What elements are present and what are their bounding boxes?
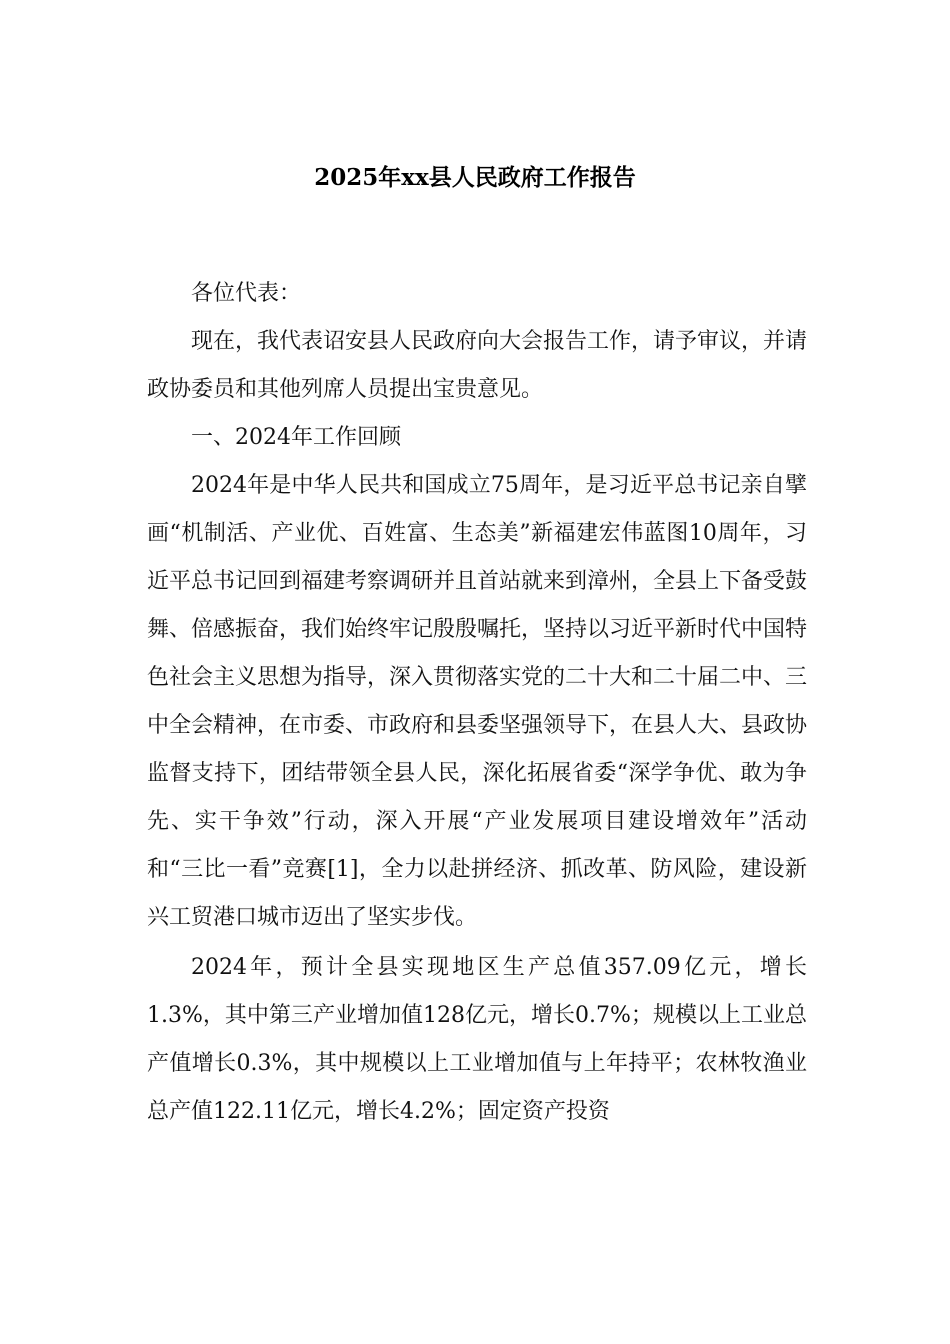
document-title: 2025年xx县人民政府工作报告 <box>314 164 636 191</box>
intro-paragraph: 现在，我代表诏安县人民政府向大会报告工作，请予审议，并请政协委员和其他列席人员提出宝贵意见。 <box>147 329 808 402</box>
document-body <box>147 270 807 1136</box>
greeting-paragraph: 各位代表： <box>191 281 302 306</box>
economy-paragraph: 2024年，预计全县实现地区生产总值357.09亿元，增长1.3%，其中第三产业增加值128亿元，增长0.7%；规模以上工业总产值增长0.3%，其中规模以上工业增加值与上年持平；农林牧渔业总产值122.11亿元，增长4.2%；固定资产投资 <box>147 955 807 1124</box>
section-heading: 一、2024年工作回顾 <box>191 425 401 450</box>
review-paragraph: 2024年是中华人民共和国成立75周年，是习近平总书记亲自擘画“机制活、产业优、百姓富、生态美”新福建宏伟蓝图10周年，习近平总书记回到福建考察调研并且首站就来到漳州，全县上下备受鼓舞、倍感振奋，我们始终牢记殷殷嘱托，坚持以习近平新时代中国特色社会主义思想为指导，深入贯彻落实党的二十大和二十届二中、三中全会精神，在市委、市政府和县委坚强领导下，在县人大、县政协监督支持下，团结带领全县人民，深化拓展省委“深学争优、敢为争先、实干争效”行动，深入开展“产业发展项目建设增效年”活动和“三比一看”竞赛[1]，全力以赴拼经济、抓改革、防风险，建设新兴工贸港口城市迈出了坚实步伐。 <box>147 473 808 930</box>
